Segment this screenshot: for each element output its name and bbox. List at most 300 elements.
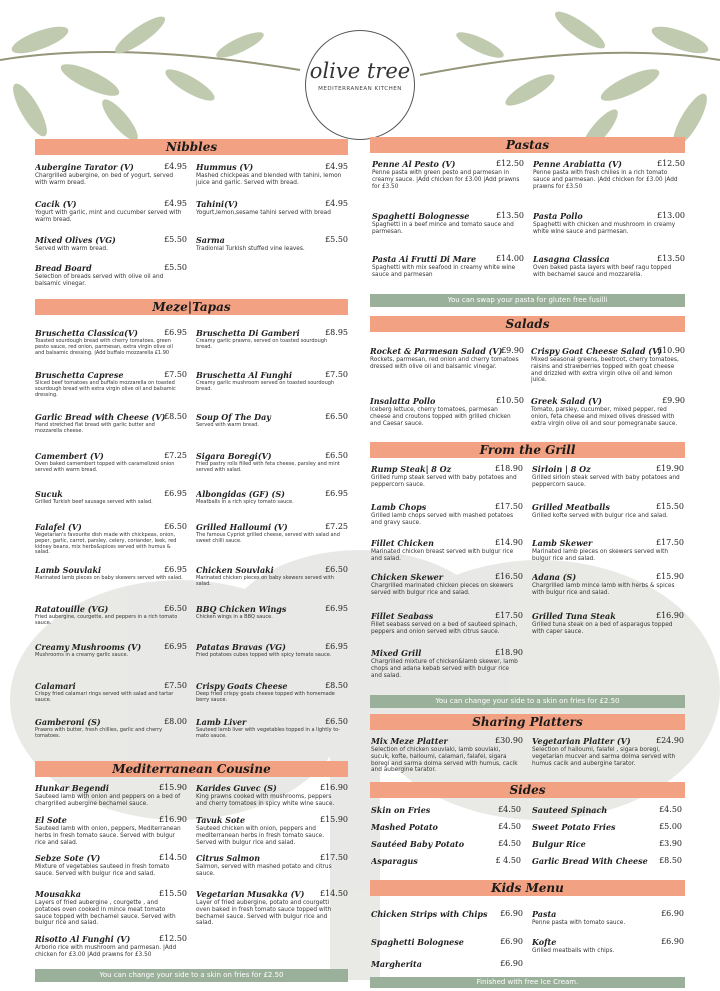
item-price: £16.90 bbox=[159, 815, 187, 824]
item-price: £6.90 bbox=[661, 937, 684, 946]
item-price: £8.50 bbox=[659, 856, 682, 865]
meze-item bbox=[35, 370, 187, 398]
item-name: Rocket & Parmesan Salad (V) bbox=[370, 346, 503, 356]
salads-header: Salads bbox=[370, 316, 685, 332]
item-name: Karides Guvec (S) bbox=[196, 783, 277, 793]
item-name: Grilled Halloumi (V) bbox=[196, 522, 288, 532]
item-description: Salmon, served with mashed potato and citrus sauce. bbox=[196, 864, 332, 877]
item-description: Yogurt with garlic, mint and cucumber served with warm bread. bbox=[35, 210, 182, 223]
med-item bbox=[35, 783, 187, 808]
item-price: £8.50 bbox=[325, 681, 348, 690]
item-description: Served with warm bread. bbox=[196, 422, 259, 428]
item-description: Chargrilled lamb mince lamb with herbs & spices with bulgur rice and salad. bbox=[532, 583, 675, 596]
item-price: £19.90 bbox=[656, 464, 684, 473]
grill-item bbox=[371, 611, 523, 636]
item-price: £14.00 bbox=[496, 254, 524, 263]
item-name: Rump Steak| 8 Oz bbox=[371, 464, 452, 474]
item-description: Creamy garlic mushroom served on toasted sourdough bread. bbox=[196, 380, 335, 392]
item-price: £16.50 bbox=[495, 572, 523, 581]
med-item bbox=[196, 889, 348, 927]
item-name: Chicken Strips with Chips bbox=[371, 909, 488, 919]
item-description: Grilled Turkish beef sausage served with salad. bbox=[35, 499, 153, 505]
grill-item bbox=[532, 502, 684, 520]
item-name: Citrus Salmon bbox=[196, 853, 261, 863]
item-description: Penne pasta with fresh chilies in a rich tomato sauce and parmesan. |Add chicken for £3.00 |Add prawns for £3.50 bbox=[533, 170, 678, 190]
item-price: £7.25 bbox=[164, 451, 187, 460]
item-price: £17.50 bbox=[320, 853, 348, 862]
grill-item bbox=[532, 464, 684, 489]
item-name: Grilled Meatballs bbox=[532, 502, 610, 512]
grill-item bbox=[532, 572, 684, 597]
pastas-item bbox=[372, 211, 524, 236]
grill-item bbox=[371, 648, 523, 679]
logo-tagline: MEDITERRANEAN KITCHEN bbox=[318, 86, 402, 92]
item-name: Chicken Souvlaki bbox=[196, 565, 274, 575]
item-name: Sebze Sote (V) bbox=[35, 853, 101, 863]
grill-item bbox=[532, 611, 684, 636]
platters-item bbox=[371, 736, 523, 774]
item-price: £16.90 bbox=[656, 611, 684, 620]
item-name: Spaghetti Bolognesse bbox=[372, 211, 470, 221]
item-description: Creamy garlic prawns, served on toasted sourdough bread. bbox=[196, 338, 328, 350]
item-name: Bread Board bbox=[35, 263, 92, 273]
meze-item bbox=[196, 604, 348, 621]
item-name: Soup Of The Day bbox=[196, 412, 271, 422]
kids-item bbox=[532, 937, 684, 955]
item-name: Bruschetta Al Funghi bbox=[196, 370, 293, 380]
meze-header: Meze|Tapas bbox=[35, 299, 348, 315]
grill-item bbox=[532, 538, 684, 563]
item-description: Marinated chicken pieces on baby skewers served with salad. bbox=[196, 575, 334, 587]
nibbles-item bbox=[196, 199, 348, 217]
item-description: Sliced beef tomatoes and buffalo mozzarella on toasted sourdough bread with extra virgin olive oil and balsamic dressing. bbox=[35, 380, 176, 398]
item-price: £7.25 bbox=[325, 522, 348, 531]
item-description: Grilled meatballs with chips. bbox=[532, 948, 615, 954]
item-price: £12.50 bbox=[159, 934, 187, 943]
meze-item bbox=[196, 412, 348, 429]
pastas-note: You can swap your pasta for gluten free fusilli bbox=[370, 294, 685, 307]
item-price: £17.50 bbox=[495, 502, 523, 511]
item-price: £5.50 bbox=[164, 263, 187, 272]
sides-item bbox=[371, 856, 521, 866]
item-name: Falafel (V) bbox=[35, 522, 82, 532]
nibbles-item bbox=[35, 199, 187, 224]
item-price: £18.90 bbox=[495, 464, 523, 473]
item-name: Sautéed Baby Potato bbox=[371, 839, 465, 849]
item-price: £4.50 bbox=[498, 839, 521, 848]
item-price: £15.90 bbox=[656, 572, 684, 581]
item-description: Grilled sirloin steak served with baby potatoes and peppercorn sauce. bbox=[532, 475, 680, 488]
item-price: £9.90 bbox=[501, 346, 524, 355]
item-name: Mousakka bbox=[35, 889, 81, 899]
item-name: Margherita bbox=[371, 959, 422, 969]
item-name: Sarma bbox=[196, 235, 225, 245]
item-price: £18.90 bbox=[495, 648, 523, 657]
pastas-item bbox=[533, 211, 685, 236]
meze-item bbox=[35, 717, 187, 740]
item-name: Mixed Grill bbox=[371, 648, 422, 658]
item-description: Rockets, parmesan, red onion and cherry tomatoes dressed with olive oil and balsamic vinegar. bbox=[370, 357, 519, 370]
item-name: Fillet Chicken bbox=[371, 538, 434, 548]
nibbles-item bbox=[35, 263, 187, 288]
item-name: Tavuk Sote bbox=[196, 815, 246, 825]
meze-item bbox=[35, 604, 187, 627]
item-name: Bruschetta Di Gamberi bbox=[196, 328, 300, 338]
item-description: Sauteed chicken with onion, peppers and mediterranean herbs in fresh tomato sauce. Served with bulgur rice and salad. bbox=[196, 826, 325, 846]
pastas-header: Pastas bbox=[370, 137, 685, 153]
item-name: Albongidas (GF) (S) bbox=[196, 489, 285, 499]
item-price: £4.50 bbox=[498, 822, 521, 831]
meze-item bbox=[35, 642, 187, 659]
item-description: King prawns cooked with mushrooms, peppers and cherry tomatoes in spicy white wine sauce. bbox=[196, 794, 335, 807]
med-item bbox=[35, 815, 187, 846]
nibbles-item bbox=[196, 235, 348, 253]
item-price: £6.90 bbox=[661, 909, 684, 918]
sides-header: Sides bbox=[370, 782, 685, 798]
item-price: £6.90 bbox=[500, 959, 523, 968]
item-description: Yogurt,lemon,sesame tahini served with bread bbox=[196, 210, 331, 216]
item-price: £6.90 bbox=[500, 937, 523, 946]
item-name: Hunkar Begendi bbox=[35, 783, 109, 793]
item-price: £8.00 bbox=[164, 717, 187, 726]
item-price: £13.50 bbox=[496, 211, 524, 220]
item-name: Insalatta Pollo bbox=[370, 396, 436, 406]
item-name: Lamb Souvlaki bbox=[35, 565, 102, 575]
item-description: Grilled lamb chops served with mashed potatoes and gravy sauce. bbox=[371, 513, 514, 526]
item-name: Pasta Pollo bbox=[533, 211, 583, 221]
item-price: £6.50 bbox=[325, 717, 348, 726]
item-description: Vegetarian's favourite dish made with chickpeas, onion, peper, garlic, carrot, parsley, celery, coriander, leek, red kidney beans, mix herbs&spices served with humus & salad. bbox=[35, 532, 177, 556]
item-name: Spaghetti Bolognese bbox=[371, 937, 464, 947]
item-description: Fillet seabass served on a bed of sauteed spinach, peppers and onion served with citrus sauce. bbox=[371, 622, 518, 635]
sides-item bbox=[371, 839, 521, 849]
logo bbox=[305, 30, 415, 140]
item-description: Mashed chickpeas and blended with tahini, lemon juice and garlic. Served with bread. bbox=[196, 173, 342, 186]
item-name: Penne Arabiatta (V) bbox=[533, 159, 622, 169]
salads-item bbox=[370, 346, 524, 371]
meze-item bbox=[35, 451, 187, 474]
item-description: Oven baked pasta layers with beef ragu topped with bechamel sauce and mozzarella. bbox=[533, 265, 672, 278]
item-price: £14.50 bbox=[159, 853, 187, 862]
item-price: £6.95 bbox=[164, 489, 187, 498]
item-price: £6.50 bbox=[325, 565, 348, 574]
item-description: Fried potatoes cubes topped with spicy tomato sauce. bbox=[196, 652, 332, 658]
item-name: Camembert (V) bbox=[35, 451, 104, 461]
meze-item bbox=[196, 328, 348, 351]
item-name: Cacik (V) bbox=[35, 199, 77, 209]
item-description: Penne pasta with green pesto and parmesan in creamy sauce. |Add chicken for £3.00 |Add prawns for £3.50 bbox=[372, 170, 520, 190]
item-price: £9.90 bbox=[662, 396, 685, 405]
item-name: Lasagna Classica bbox=[533, 254, 610, 264]
meze-item bbox=[35, 522, 187, 556]
item-price: £4.50 bbox=[498, 805, 521, 814]
item-price: £6.95 bbox=[164, 328, 187, 337]
item-description: Toasted sourdough bread with cherry tomatoes, green pesto sauce, red onion, parmesan, extra virgin olive oil and balsamic dressing. |Add buffalo mozzarella £1.90 bbox=[35, 338, 173, 356]
item-description: Sauteed lamb with onion and peppers on a bed of chargrilled aubergine bechamel sauce. bbox=[35, 794, 181, 807]
med-item bbox=[35, 889, 187, 927]
item-price: £12.50 bbox=[657, 159, 685, 168]
sides-item bbox=[532, 822, 682, 832]
meze-item bbox=[196, 489, 348, 506]
item-price: £5.50 bbox=[325, 235, 348, 244]
item-name: Lamb Chops bbox=[371, 502, 427, 512]
item-name: Mashed Potato bbox=[371, 822, 438, 832]
meze-item bbox=[196, 681, 348, 704]
grill-item bbox=[371, 538, 523, 563]
grill-note: You can change your side to a skin on fries for £2.50 bbox=[370, 695, 685, 708]
item-description: Arborio rice with mushroom and parmesan. |Add chicken for £3.00 |Add prawns for £3.50 bbox=[35, 945, 177, 958]
meze-item bbox=[35, 412, 187, 435]
grill-item bbox=[371, 572, 523, 597]
item-description: Fried aubergine, courgette, and peppers in a rich tomato sauce. bbox=[35, 614, 178, 626]
item-description: Iceberg lettuce, cherry tomatoes, parmesan cheese and croutons topped with grilled chicken and Caesar sauce. bbox=[370, 407, 511, 427]
meze-item bbox=[35, 681, 187, 704]
item-description: Mushrooms in a creamy garlic sauce. bbox=[35, 652, 129, 658]
item-name: Greek Salad (V) bbox=[531, 396, 602, 406]
item-price: £30.90 bbox=[495, 736, 523, 745]
item-price: £8.50 bbox=[164, 412, 187, 421]
item-description: Meatballs in a rich spicy tomato sauce. bbox=[196, 499, 294, 505]
item-price: £4.50 bbox=[659, 805, 682, 814]
item-price: £3.90 bbox=[659, 839, 682, 848]
item-description: Prawns with butter, fresh chillies, garlic and cherry tomatoes. bbox=[35, 727, 163, 739]
salads-item bbox=[531, 396, 685, 427]
item-description: Penne pasta with tomato sauce. bbox=[532, 920, 626, 926]
item-price: £6.50 bbox=[164, 604, 187, 613]
item-price: £4.95 bbox=[164, 162, 187, 171]
meze-item bbox=[196, 642, 348, 659]
item-name: Hummus (V) bbox=[196, 162, 254, 172]
item-description: Grilled rump steak served with baby potatoes and peppercorn sauce. bbox=[371, 475, 517, 488]
item-description: Chicken wings in a BBQ sauce. bbox=[196, 614, 273, 620]
nibbles-item bbox=[196, 162, 348, 187]
item-price: £15.50 bbox=[159, 889, 187, 898]
item-name: BBQ Chicken Wings bbox=[196, 604, 287, 614]
item-name: Skin on Fries bbox=[371, 805, 431, 815]
item-name: Sirloin | 8 Oz bbox=[532, 464, 591, 474]
meze-item bbox=[35, 565, 187, 582]
med-item bbox=[196, 815, 348, 846]
item-name: Lamb Liver bbox=[196, 717, 247, 727]
item-description: Chargrilled marinated chicken pieces on skewers served with bulgur rice and salad. bbox=[371, 583, 514, 596]
item-name: El Sote bbox=[35, 815, 67, 825]
med-item bbox=[196, 783, 348, 808]
item-name: Chicken Skewer bbox=[371, 572, 443, 582]
item-name: Gamberoni (S) bbox=[35, 717, 101, 727]
kids-item bbox=[371, 937, 523, 947]
salads-item bbox=[531, 346, 685, 384]
item-description: Mixed seasonal greens, beetroot, cherry tomatoes, raisins and strawberries topped with goat cheese and drizzled with extra virgin olive oil and lemon juice. bbox=[531, 357, 679, 384]
item-price: £16.90 bbox=[320, 783, 348, 792]
item-price: £4.95 bbox=[325, 199, 348, 208]
med-item bbox=[196, 853, 348, 878]
item-price: £6.95 bbox=[164, 642, 187, 651]
item-price: £7.50 bbox=[164, 681, 187, 690]
item-price: £5.50 bbox=[164, 235, 187, 244]
grill-header: From the Grill bbox=[370, 442, 685, 458]
item-price: £13.00 bbox=[657, 211, 685, 220]
item-description: Mixture of vegetables sauteed in fresh tomato sauce. Served with bulgur rice and salad. bbox=[35, 864, 170, 877]
item-name: Pasta Ai Frutti Di Mare bbox=[372, 254, 477, 264]
med-note: You can change your side to a skin on fries for £2.50 bbox=[35, 969, 348, 982]
item-description: Chargrilled aubergine, on bed of yogurt, served with warm bread. bbox=[35, 173, 174, 186]
item-price: £6.95 bbox=[325, 489, 348, 498]
item-name: Vegetarian Musakka (V) bbox=[196, 889, 305, 899]
item-name: Mix Meze Platter bbox=[371, 736, 448, 746]
item-name: Crispy Goat Cheese Salad (V) bbox=[531, 346, 663, 356]
item-price: £4.95 bbox=[325, 162, 348, 171]
item-description: Spaghetti with chicken and mushroom in creamy white wine sauce and parmesan. bbox=[533, 222, 676, 235]
item-name: Sucuk bbox=[35, 489, 63, 499]
item-name: Calamari bbox=[35, 681, 76, 691]
sides-item bbox=[371, 805, 521, 815]
item-name: Risotto Al Funghi (V) bbox=[35, 934, 131, 944]
salads-item bbox=[370, 396, 524, 427]
item-description: Grilled kofte served with bulgur rice and salad. bbox=[532, 513, 668, 519]
item-name: Asparagus bbox=[371, 856, 418, 866]
sides-item bbox=[532, 856, 682, 866]
meze-item bbox=[196, 565, 348, 588]
item-name: Patatas Bravas (VG) bbox=[196, 642, 286, 652]
item-price: £7.50 bbox=[164, 370, 187, 379]
item-description: Selection of breads served with olive oil and balsamic vinegar. bbox=[35, 274, 164, 287]
item-price: £8.95 bbox=[325, 328, 348, 337]
item-name: Adana (S) bbox=[532, 572, 577, 582]
meze-item bbox=[196, 522, 348, 545]
item-description: Oven baked camembert topped with caramelized onion served with warm bread. bbox=[35, 461, 175, 473]
pastas-item bbox=[372, 159, 524, 190]
item-price: £6.90 bbox=[500, 909, 523, 918]
item-price: £ 4.50 bbox=[495, 856, 521, 865]
item-description: Selection of chicken souvlaki, lamb souvlaki, sucuk, kofte, halloumi, calamari, falafel, sigara boregi and sarma dolma served with humus, cacik and aubergine tarator. bbox=[371, 747, 518, 774]
item-name: Crispy Goats Cheese bbox=[196, 681, 288, 691]
item-name: Bulgur Rice bbox=[532, 839, 586, 849]
grill-item bbox=[371, 502, 523, 527]
item-name: Ratatouille (VG) bbox=[35, 604, 109, 614]
meze-item bbox=[196, 717, 348, 740]
item-price: £15.50 bbox=[656, 502, 684, 511]
item-price: £6.50 bbox=[164, 522, 187, 531]
item-description: Tomato, parsley, cucumber, mixed pepper, red onion, feta cheese and mixed olives dressed with extra virgin olive oil and sour pomegranate sauce. bbox=[531, 407, 678, 427]
item-price: £6.95 bbox=[164, 565, 187, 574]
item-name: Garlic Bread With Cheese bbox=[532, 856, 648, 866]
item-description: Sauteed lamb with onion, peppers, Mediterranean herbs in fresh tomato sauce. Served with bulgur rice and salad. bbox=[35, 826, 181, 846]
item-name: Penne Al Pesto (V) bbox=[372, 159, 456, 169]
item-price: £15.90 bbox=[320, 815, 348, 824]
item-price: £14.50 bbox=[320, 889, 348, 898]
item-price: £12.50 bbox=[496, 159, 524, 168]
platters-header: Sharing Platters bbox=[370, 714, 685, 730]
meze-item bbox=[35, 489, 187, 506]
item-price: £15.90 bbox=[159, 783, 187, 792]
item-description: Layers of fried aubergine , courgette , and potatoes oven cooked in mince meat tomato sauce topped with bechamel sauce. Served with bulgur rice and salad. bbox=[35, 900, 176, 927]
item-description: Spaghetti with mix seafood in creamy white wine sauce and parmesan bbox=[372, 265, 516, 278]
item-name: Tahini(V) bbox=[196, 199, 238, 209]
item-name: Fillet Seabass bbox=[371, 611, 434, 621]
item-description: Served with warm bread. bbox=[35, 246, 108, 252]
item-description: Spaghetti in a beef mince and tomato sauce and parmesan. bbox=[372, 222, 514, 235]
sides-item bbox=[532, 839, 682, 849]
item-description: Chargrilled mixture of chicken&lamb skewer, lamb chops and adana kebab served with bulgur rice and salad. bbox=[371, 659, 518, 679]
kids-item bbox=[532, 909, 684, 927]
item-price: £4.95 bbox=[164, 199, 187, 208]
item-price: £17.50 bbox=[495, 611, 523, 620]
item-name: Pasta bbox=[532, 909, 557, 919]
item-description: Deep fried crispy goats cheese topped with homemade berry sauce. bbox=[196, 691, 335, 703]
nibbles-header: Nibbles bbox=[35, 139, 348, 155]
item-description: The famous Cypriot grilled cheese, served with salad and sweet chilli sauce. bbox=[196, 532, 340, 544]
item-description: Grilled tuna steak on a bed of asparagus topped with caper sauce. bbox=[532, 622, 673, 635]
item-name: Sauteed Spinach bbox=[532, 805, 608, 815]
item-name: Aubergine Tarator (V) bbox=[35, 162, 134, 172]
item-description: Crispy fried calamari rings served with salad and tartar sauce. bbox=[35, 691, 174, 703]
item-price: £6.50 bbox=[325, 451, 348, 460]
kids-note: Finished with free Ice Cream. bbox=[370, 977, 685, 988]
med-item bbox=[35, 934, 187, 959]
item-description: Hand stretched flat bread with garlic butter and mozzarella cheese. bbox=[35, 422, 155, 434]
item-name: Garlic Bread with Cheese (V) bbox=[35, 412, 166, 422]
med-item bbox=[35, 853, 187, 878]
grill-item bbox=[371, 464, 523, 489]
item-name: Sigara Boregi(V) bbox=[196, 451, 272, 461]
item-price: £6.95 bbox=[325, 604, 348, 613]
item-name: Kofte bbox=[532, 937, 557, 947]
item-name: Sweet Potato Fries bbox=[532, 822, 616, 832]
logo-name: olive tree bbox=[309, 59, 411, 83]
item-description: Layer of fried aubergine, potato and courgetti oven baked in fresh tomato sauce topped with bechamel sauce. Served with bulgur rice and salad. bbox=[196, 900, 332, 927]
pastas-item bbox=[533, 254, 685, 279]
item-description: Fried pastry rolls filled with feta cheese, parsley and mint served with salad. bbox=[196, 461, 340, 473]
item-price: £5.00 bbox=[659, 822, 682, 831]
nibbles-item bbox=[35, 162, 187, 187]
kids-item bbox=[371, 909, 523, 919]
pastas-item bbox=[533, 159, 685, 190]
item-description: Tradionial Turkish stuffed vine leaves. bbox=[196, 246, 305, 252]
kids-item bbox=[371, 959, 523, 969]
item-price: £10.90 bbox=[657, 346, 685, 355]
meze-item bbox=[196, 451, 348, 474]
platters-item bbox=[532, 736, 684, 767]
item-name: Lamb Skewer bbox=[532, 538, 593, 548]
item-description: Selection of halloumi, falafel , sigara boregi, vegetarian mucver and sarma dolma served with humus cacik and aubergine tarator. bbox=[532, 747, 676, 767]
med-header: Mediterranean Cousine bbox=[35, 761, 348, 777]
item-name: Bruschetta Classica(V) bbox=[35, 328, 138, 338]
nibbles-item bbox=[35, 235, 187, 253]
item-price: £7.50 bbox=[325, 370, 348, 379]
item-description: Marinated lamb pieces on baby skewers served with salad. bbox=[35, 575, 183, 581]
sides-item bbox=[371, 822, 521, 832]
pastas-item bbox=[372, 254, 524, 279]
item-price: £24.90 bbox=[656, 736, 684, 745]
item-price: £17.50 bbox=[656, 538, 684, 547]
item-price: £14.90 bbox=[495, 538, 523, 547]
sides-item bbox=[532, 805, 682, 815]
item-price: £6.50 bbox=[325, 412, 348, 421]
item-price: £6.95 bbox=[325, 642, 348, 651]
item-price: £10.50 bbox=[496, 396, 524, 405]
item-description: Marinated lamb pieces on skewers served with bulgur rice and salad. bbox=[532, 549, 669, 562]
meze-item bbox=[35, 328, 187, 356]
item-name: Bruschetta Caprese bbox=[35, 370, 124, 380]
item-name: Mixed Olives (VG) bbox=[35, 235, 116, 245]
item-description: Sauteed lamb liver with vegetables topped in a lightly to-mato sauce. bbox=[196, 727, 341, 739]
item-name: Grilled Tuna Steak bbox=[532, 611, 616, 621]
item-name: Vegetarian Platter (V) bbox=[532, 736, 631, 746]
item-description: Marinated chicken breast served with bulgur rice and salad. bbox=[371, 549, 514, 562]
meze-item bbox=[196, 370, 348, 393]
item-price: £13.50 bbox=[657, 254, 685, 263]
kids-header: Kids Menu bbox=[370, 880, 685, 896]
